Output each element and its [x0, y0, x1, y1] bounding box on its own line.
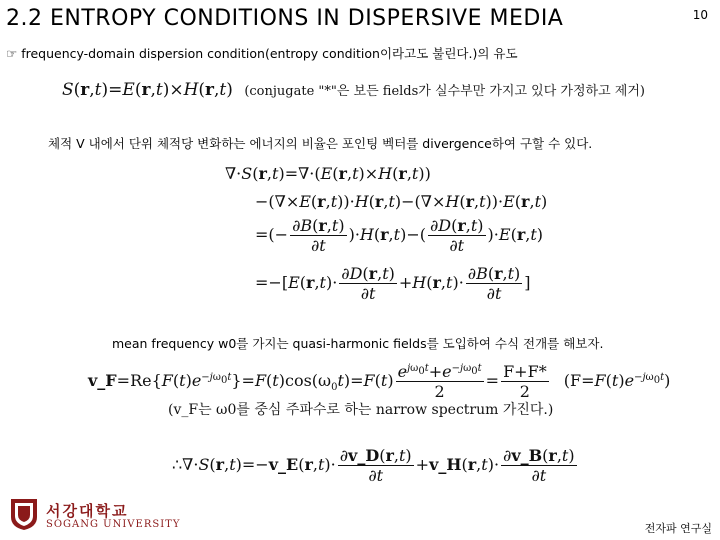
equation-final: ∴∇·S(r,t)=−v_E(r,t)· $\frac{\partial v\_D(r,t)}{\partial t}$ +v_H(r,t)· $\frac{\partial v\_B(r,t)}{\partial t}$	[172, 446, 575, 485]
equation-quasi-harmonic: $v\_F=Re\{F(t)e^{-j\omega 0t}\}=F(t)\cos(\omega_0t)=F(t)$ $\frac{e^{j\omega 0t}+e^{-j\omega 0t}}{2}$ = $\frac{F+F*}{2}$ $(F=F(t)e^{-j\omega 0t})$	[88, 362, 671, 401]
narrow-spectrum-note: (v_F는 ω0를 중심 주파수로 하는 narrow spectrum 가진다.)	[168, 402, 554, 418]
equation-poynting: S(r,t)=E(r,t)×H(r,t) (conjugate "*"은 보든 fields가 실수부만 가지고 있다 가정하고 제거)	[62, 80, 645, 100]
divergence-text: 체적 V 내에서 단위 체적당 변화하는 에너지의 비율은 포인팅 벡터를 divergence하여 구할 수 있다.	[48, 136, 593, 151]
quasi-harmonic-text: mean frequency w0를 가지는 quasi-harmonic fields를 도입하여 수식 전개를 해보자.	[112, 336, 604, 351]
university-name-english: SOGANG UNIVERSITY	[46, 519, 181, 530]
equation-divergence-3: =(− $\frac{\partial B(r,t)}{\partial t}$ )·H(r,t)−( $\frac{\partial D(r,t)}{\partial t}$ )·E(r,t)	[255, 216, 544, 255]
pointing-hand-icon: ☞	[6, 46, 22, 61]
equation-note: (conjugate "*"은 보든 fields가 실수부만 가지고 있다 가정하고 제거)	[244, 84, 645, 99]
slide-title: 2.2 ENTROPY CONDITIONS IN DISPERSIVE MEDIA	[6, 6, 564, 31]
bullet-text: frequency-domain dispersion condition(entropy condition이라고도 불린다.)의 유도	[21, 46, 518, 61]
equation-divergence-1: ∇·S(r,t)=∇·(E(r,t)×H(r,t))	[225, 164, 431, 183]
sogang-logo	[8, 497, 40, 531]
bullet-line	[6, 44, 518, 62]
equation-divergence-2: −(∇×E(r,t))·H(r,t)−(∇×H(r,t))·E(r,t)	[255, 192, 548, 211]
equation-divergence-4: =−[E(r,t)· $\frac{\partial D(r,t)}{\partial t}$ +H(r,t)· $\frac{\partial B(r,t)}{\partial t}$ ]	[255, 264, 531, 303]
university-name-korean: 서강대학교	[46, 502, 129, 520]
page-number: 10	[692, 8, 708, 22]
lab-name: 전자파 연구실	[644, 522, 712, 535]
